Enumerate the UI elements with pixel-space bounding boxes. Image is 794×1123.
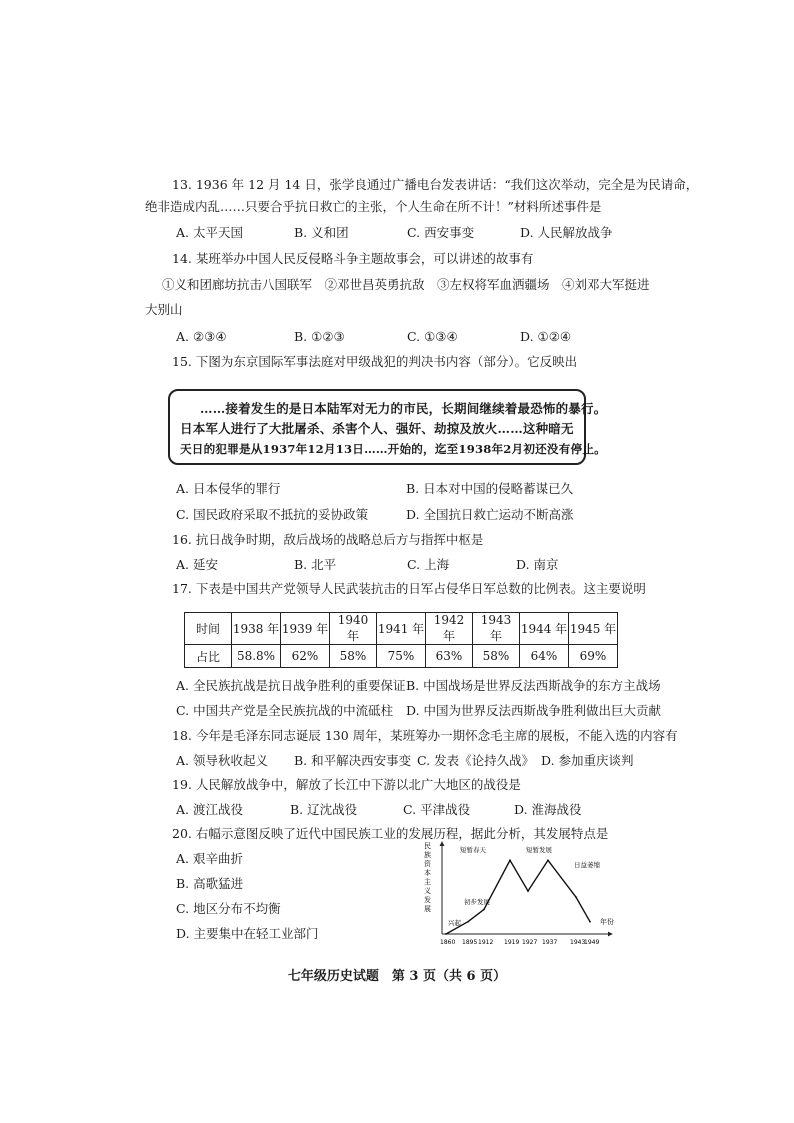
q16-option-d: D. 南京 — [516, 557, 559, 572]
x-tick-label: 1943 — [570, 939, 586, 946]
ratio-table — [184, 612, 618, 668]
stage-label-brief-spring: 短暂春天 — [460, 846, 486, 854]
q18-option-d: D. 参加重庆谈判 — [541, 753, 634, 768]
q20-option-b: B. 高歌猛进 — [176, 876, 244, 891]
q13-option-d: D. 人民解放战争 — [520, 225, 613, 240]
y-axis-label-char: 本 — [424, 869, 431, 877]
table-cell-ratio: 64% — [520, 645, 569, 668]
q14-option-a: A. ②③④ — [176, 329, 227, 344]
q16-stem: 16. 抗日战争时期，敌后战场的战略总后方与指挥中枢是 — [172, 532, 484, 547]
stage-label-initial-development: 初步发展 — [464, 898, 490, 906]
q14-option-c: C. ①③④ — [407, 329, 458, 344]
data-point — [547, 859, 549, 861]
data-point — [467, 921, 469, 923]
table-cell-year: 1942 年 — [426, 613, 473, 645]
q20-stem: 20. 右幅示意图反映了近代中国民族工业的发展历程，据此分析，其发展特点是 — [172, 826, 609, 841]
q15-stem: 15. 下图为东京国际军事法庭对甲级战犯的判决书内容（部分）。它反映出 — [172, 354, 578, 369]
q15-option-a: A. 日本侵华的罪行 — [176, 481, 281, 496]
q17-option-b: B. 中国战场是世界反法西斯战争的东方主战场 — [406, 678, 661, 693]
q19-option-d: D. 淮海战役 — [514, 802, 582, 817]
stage-label-rise: 兴起 — [448, 919, 461, 927]
y-axis-label-char: 主 — [424, 878, 431, 886]
x-tick-label: 1927 — [522, 939, 538, 946]
table-cell-year: 1938 年 — [232, 613, 281, 645]
q20-option-a: A. 艰辛曲折 — [176, 851, 243, 866]
q16-option-a: A. 延安 — [176, 557, 218, 572]
q18-stem: 18. 今年是毛泽东同志诞辰 130 周年，某班筹办一期怀念毛主席的展板，不能入选的内容有 — [172, 728, 678, 743]
x-tick-label: 1912 — [478, 939, 494, 946]
q19-option-c: C. 平津战役 — [403, 802, 471, 817]
q18-option-b: B. 和平解决西安事变 — [294, 753, 412, 768]
table-row — [185, 613, 618, 645]
x-tick-label: 1937 — [542, 939, 558, 946]
q13-stem-line2: 绝非造成内乱……只要合乎抗日救亡的主张，个人生命在所不计！”材料所述事件是 — [145, 199, 602, 214]
q20-option-c: C. 地区分布不均衡 — [176, 901, 281, 916]
table-cell-ratio: 69% — [569, 645, 618, 668]
q19-option-a: A. 渡江战役 — [176, 802, 243, 817]
q13-option-b: B. 义和团 — [294, 225, 349, 240]
stage-label-brief-development: 短暂发展 — [526, 846, 552, 854]
table-cell-year: 1941 年 — [377, 613, 426, 645]
q17-stem: 17. 下表是中国共产党领导人民武装抗击的日军占侵华日军总数的比例表。这主要说明 — [172, 581, 646, 596]
table-header-label: 时间 — [185, 613, 232, 645]
y-axis-label — [424, 841, 433, 913]
q13-option-c: C. 西安事变 — [407, 225, 475, 240]
data-point — [445, 933, 447, 935]
x-tick-label: 1860 — [440, 939, 456, 946]
q19-stem: 19. 人民解放战争中，解放了长江中下游以北广大地区的战役是 — [172, 777, 521, 792]
y-axis-label-char: 资 — [424, 860, 431, 868]
tick-group — [440, 939, 599, 946]
table-cell-year: 1945 年 — [569, 613, 618, 645]
q13-option-a: A. 太平天国 — [176, 225, 243, 240]
table-cell-year: 1943 年 — [473, 613, 520, 645]
q13-stem-line1: 13. 1936 年 12 月 14 日，张学良通过广播电台发表讲话：“我们这次举动，完全是为民请命， — [172, 177, 699, 192]
data-point — [483, 909, 485, 911]
verdict-quote-box — [168, 389, 607, 465]
q20-option-d: D. 主要集中在轻工业部门 — [176, 926, 319, 941]
x-tick-label: 1895 — [462, 939, 478, 946]
x-tick-label: 1919 — [504, 939, 520, 946]
table-row-label: 占比 — [185, 645, 232, 668]
table-cell-ratio: 58% — [330, 645, 377, 668]
data-point — [509, 859, 511, 861]
q14-stem-line1: 14. 某班举办中国人民反侵略斗争主题故事会，可以讲述的故事有 — [172, 251, 534, 266]
table-row — [185, 645, 618, 668]
y-axis-label-char: 发 — [424, 896, 431, 904]
table-cell-year: 1939 年 — [281, 613, 330, 645]
q18-option-a: A. 领导秋收起义 — [176, 753, 268, 768]
verdict-quote-line1: ……接着发生的是日本陆军对无力的市民，长期间继续着最恐怖的暴行。 — [200, 401, 607, 416]
table-cell-year: 1940 年 — [330, 613, 377, 645]
data-point — [527, 890, 529, 892]
stage-label-decline: 日益萎缩 — [574, 861, 600, 869]
table-cell-ratio: 62% — [281, 645, 330, 668]
q14-option-b: B. ①②③ — [294, 329, 345, 344]
x-axis-label: 年份 — [600, 918, 614, 926]
q18-option-c: C. 发表《论持久战》 — [417, 753, 535, 768]
y-axis-label-char: 民 — [424, 842, 431, 850]
table-cell-ratio: 58% — [473, 645, 520, 668]
y-axis-label-char: 族 — [424, 851, 431, 859]
verdict-quote-line2: 日本军人进行了大批屠杀、杀害个人、强奸、劫掠及放火……这种暗无 — [180, 421, 574, 436]
table-cell-ratio: 58.8% — [232, 645, 281, 668]
y-axis-label-char: 义 — [424, 887, 431, 895]
data-point — [589, 921, 591, 923]
q14-stem-line3: 大别山 — [145, 302, 183, 317]
q15-option-b: B. 日本对中国的侵略蓄谋已久 — [406, 481, 574, 496]
x-tick-label: 1949 — [584, 939, 600, 946]
q14-option-d: D. ①②④ — [520, 329, 572, 344]
q15-option-d: D. 全国抗日救亡运动不断高涨 — [406, 507, 574, 522]
y-axis-label-char: 展 — [424, 905, 431, 913]
industry-development-chart — [420, 838, 620, 948]
q17-option-c: C. 中国共产党是全民族抗战的中流砥柱 — [176, 703, 394, 718]
q17-option-a: A. 全民族抗战是抗日战争胜利的重要保证 — [176, 678, 406, 693]
q16-option-c: C. 上海 — [407, 557, 450, 572]
q16-option-b: B. 北平 — [294, 557, 337, 572]
q17-option-d: D. 中国为世界反法西斯战争胜利做出巨大贡献 — [406, 703, 662, 718]
table-cell-ratio: 75% — [377, 645, 426, 668]
data-point — [575, 896, 577, 898]
q15-option-c: C. 国民政府采取不抵抗的妥协政策 — [176, 507, 369, 522]
table-cell-ratio: 63% — [426, 645, 473, 668]
page-footer: 七年级历史试题 第 3 页（共 6 页） — [287, 969, 507, 984]
q19-option-b: B. 辽沈战役 — [290, 802, 358, 817]
table-cell-year: 1944 年 — [520, 613, 569, 645]
verdict-quote-line3: 天日的犯罪是从1937年12月13日……开始的，迄至1938年2月初还没有停止。 — [180, 442, 606, 456]
q14-stem-line2: ①义和团廊坊抗击八国联军 ②邓世昌英勇抗敌 ③左权将军血洒疆场 ④刘邓大军挺进 — [162, 277, 650, 292]
